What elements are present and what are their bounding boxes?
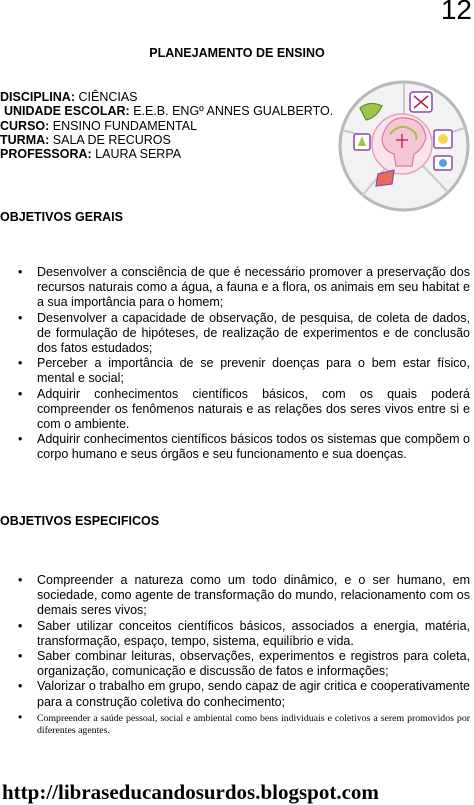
footer-url-link[interactable]: http://libraseducandosurdos.blogspot.com bbox=[2, 780, 379, 804]
list-item: • Adquirir conhecimentos científicos básicos, com os quais poderá compreender os fenômenos naturais e as relações dos seres vivos entre si e com o ambiente. bbox=[0, 387, 470, 433]
page-number: 12 bbox=[440, 0, 472, 25]
list-item: • Compreender a saúde pessoal, social e ambiental como bens individuais e coletivos a serem promovidos por diferentes agentes. bbox=[0, 713, 470, 738]
info-value: CIÊNCIAS bbox=[78, 90, 138, 104]
info-value: LAURA SERPA bbox=[95, 147, 182, 162]
info-row-unidade-escolar bbox=[0, 104, 333, 118]
list-item: • Perceber a importância de se prevenir doenças para o bem estar físico, mental e social; bbox=[0, 356, 470, 386]
info-row-disciplina bbox=[0, 90, 333, 104]
info-label: PROFESSORA: bbox=[0, 147, 92, 162]
info-value: ENSINO FUNDAMENTAL bbox=[52, 118, 198, 133]
list-item: • Saber combinar leituras, observações, experimentos e registros para coleta, organização, comunicação e discussão de fatos e informações; bbox=[0, 649, 470, 679]
list-item: • Valorizar o trabalho em grupo, sendo capaz de agir critica e cooperativamente para a construção coletiva do conhecimento; bbox=[0, 679, 470, 709]
course-info-block bbox=[0, 90, 333, 161]
info-row-turma bbox=[0, 133, 333, 147]
list-item: • Saber utilizar conceitos científicos básicos, associados a energia, matéria, transformação, espaço, tempo, sistema, equilíbrio e vida. bbox=[0, 619, 470, 649]
objetivos-especificos-heading: OBJETIVOS ESPECIFICOS bbox=[0, 514, 160, 528]
list-item: • Desenvolver a capacidade de observação, de pesquisa, de coleta de dados, de formulação de hipóteses, de realização de experimentos e de conclusão dos fatos estudados; bbox=[0, 311, 470, 357]
objetivos-gerais-list bbox=[0, 265, 470, 463]
list-item: • Compreender a natureza como um todo dinâmico, e o ser humano, em sociedade, como agente de transformação do mundo, relacionamento com os demais seres vivos; bbox=[0, 573, 470, 619]
document-title: PLANEJAMENTO DE ENSINO bbox=[149, 46, 325, 60]
objetivos-especificos-list bbox=[0, 573, 470, 738]
info-value: SALA DE RECUROS bbox=[52, 132, 171, 147]
info-label: CURSO: bbox=[0, 118, 50, 133]
info-row-curso bbox=[0, 119, 333, 133]
objetivos-gerais-heading: OBJETIVOS GERAIS bbox=[0, 210, 123, 224]
list-item: • Adquirir conhecimentos científicos básicos todos os sistemas que compõem o corpo humano e seus órgãos e seu funcionamento e sua doenças. bbox=[0, 432, 470, 462]
info-row-professora bbox=[0, 147, 333, 161]
info-label: TURMA: bbox=[0, 132, 50, 147]
info-value: E.E.B. ENGº ANNES GUALBERTO. bbox=[133, 104, 334, 119]
info-label: UNIDADE ESCOLAR: bbox=[4, 104, 130, 119]
science-wheel-illustration bbox=[336, 78, 472, 214]
info-label: DISCIPLINA: bbox=[0, 90, 75, 104]
list-item: • Desenvolver a consciência de que é necessário promover a preservação dos recursos naturais como a água, a fauna e a flora, os animais em seu habitat e a sua importância para o homem; bbox=[0, 265, 470, 311]
